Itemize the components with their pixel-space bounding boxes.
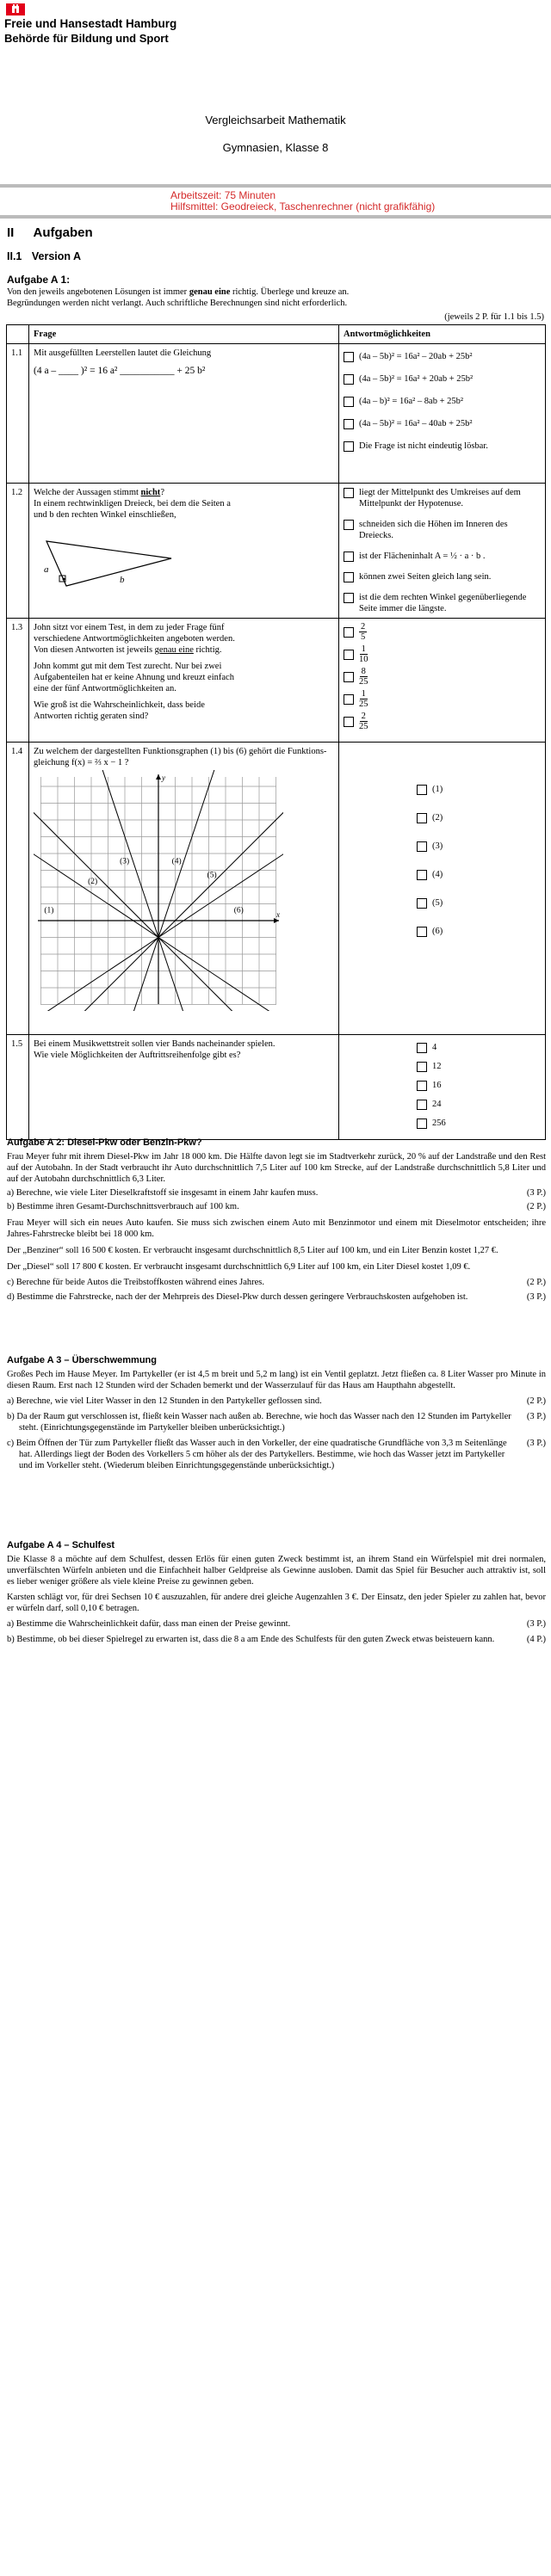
checkbox[interactable] [344,419,354,429]
option-1-2-c[interactable] [344,551,541,562]
checkbox[interactable] [417,813,427,823]
checkbox[interactable] [417,785,427,795]
q11-formula: (4 a – ____ )² = 16 a² ___________ + 25 b² [34,366,206,376]
a3-title: Aufgabe A 3 – Überschwemmung [7,1355,157,1365]
graph-label: (3) [120,857,130,866]
a4-subtask-b: b) Bestimme, ob bei dieser Spielregel zu erwarten ist, dass die 8 a am Ende des Schulfests für den guten Zweck etwas beisteuern kann. (4 P.) [7,1635,546,1644]
a2-intro: Frau Meyer fuhr mit ihrem Diesel-Pkw im Jahr 18 000 km. Die Hälfte davon legt sie im Stadtverkehr zurück, 20 % auf der Landstraße und den Rest auf der Autobahn. In der Stadt verbraucht ihr Auto durchschnittlich 7,5 Liter auf 100 km Strecke, auf der Landstraße durchschnittlich 5,8 Liter und auf der Autobahn durchschnittlich 6,3 Liter. [7,1152,546,1184]
option-1-4-5[interactable] [417,897,541,909]
y-axis-arrow [156,774,161,780]
option-1-5-e[interactable] [417,1118,541,1129]
option-label: Die Frage ist nicht eindeutig lösbar. [359,441,488,451]
q11-text: Mit ausgefüllten Leerstellen lautet die Gleichung [34,348,212,358]
checkbox[interactable] [344,627,354,638]
a1-title: Aufgabe A 1: [7,274,71,286]
graph-label: (5) [207,871,217,880]
a4-subtask-a: a) Bestimme die Wahrscheinlichkeit dafür, dass man einen der Preise gewinnt. (3 P.) [7,1619,546,1629]
a4-intro: Die Klasse 8 a möchte auf dem Schulfest, dessen Erlös für einen guten Zweck bestimmt ist, an ihrem Stand ein Würfelspiel mit drei normalen, unverfälschten Würfeln anbieten und die Einfachheit halber Geldpreise als Gewinne ausloben. Damit das Spiel für Besucher auch attraktiv ist, soll es lieber weniger größere als viele kleine Preise zu gewinnen geben. [7,1555,546,1587]
function-graph [34,770,283,1011]
a1-points: (jeweils 2 P. für 1.1 bis 1.5) [444,312,544,322]
subsection-heading [7,250,81,262]
question-text [29,484,339,619]
question-row-1-2 [7,484,546,619]
option-1-5-b[interactable] [417,1061,541,1072]
checkbox[interactable] [417,1062,427,1072]
question-text [29,1035,339,1140]
a2-title: Aufgabe A 2: Diesel-Pkw oder Benzin-Pkw? [7,1137,202,1148]
checkbox[interactable] [344,488,354,498]
a2-text4: Der „Diesel“ soll 17 800 € kosten. Er verbraucht insgesamt durchschnittlich 6,9 Liter auf 100 km, ein Liter Diesel kostet 1,09 €. [7,1262,471,1272]
section-heading [7,225,93,240]
question-number: 1.2 [7,484,29,619]
option-label: (4a – 5b)² = 16a² – 40ab + 25b² [359,419,473,428]
exam-subtitle: Gymnasien, Klasse 8 [222,141,329,154]
table-header-answers: Antwortmöglichkeiten [339,325,546,344]
question-row-1-5 [7,1035,546,1140]
option-1-4-6[interactable] [417,926,541,937]
task-a3 [7,1355,546,1471]
option-1-5-c[interactable] [417,1080,541,1091]
checkbox[interactable] [417,1119,427,1129]
option-1-4-1[interactable] [417,784,541,795]
option-1-3-e[interactable] [344,712,541,731]
label-b: b [120,575,125,585]
option-label: 24 [432,1100,442,1109]
option-label: (4a – 5b)² = 16a² + 20ab + 25b² [359,374,474,384]
option-label: 256 [432,1119,446,1128]
a1-intro-text1: Von den jeweils angebotenen Lösungen ist immer [7,287,189,297]
question-number: 1.5 [7,1035,29,1140]
q13-text3: John kommt gut mit dem Test zurecht. Nur bei zwei Aufgabenteilen hat er keine Ahnung und kreuzt einfach eine der fünf Antwortmöglichkeiten an. [34,662,234,693]
option-label: (4a – b)² = 16a² – 8ab + 25b² [359,397,464,406]
question-text [29,619,339,743]
checkbox[interactable] [344,694,354,705]
graph-label: (4) [171,857,182,866]
option-label: ist der Flächeninhalt A = ½ · a · b . [359,552,486,561]
question-number: 1.3 [7,619,29,743]
option-1-2-a[interactable] [344,487,541,509]
time-info: Arbeitszeit: 75 Minuten [170,189,276,201]
answer-options [339,344,546,484]
checkbox[interactable] [344,593,354,603]
a2-subtask-c: c) Berechne für beide Autos die Treibstoffkosten während eines Jahres. (2 P.) [7,1278,546,1287]
a3-subtask-a: a) Berechne, wie viel Liter Wasser in den 12 Stunden in den Partykeller geflossen sind. (2 P.) [7,1396,546,1406]
option-label: (5) [432,898,443,908]
option-label: können zwei Seiten gleich lang sein. [359,572,492,582]
checkbox[interactable] [344,672,354,682]
a2-subtask-b: b) Bestimme ihren Gesamt-Durchschnittsverbrauch auf 100 km. (2 P.) [7,1202,546,1211]
q15-question: Wie viele Möglichkeiten der Auftrittsreihenfolge gibt es? [34,1051,241,1060]
divider-bottom [0,215,551,219]
a2-subtask-d: d) Bestimme die Fahrstrecke, nach der der Mehrpreis des Diesel-Pkw durch dessen geringere Verbrauchskosten aufgehoben ist. (3 P.) [7,1292,546,1302]
q13-underline: genau eine [154,645,194,655]
section-number: II [7,225,15,240]
task-a4 [7,1540,546,1645]
option-label: 12 [432,1062,442,1071]
question-table [6,324,546,1140]
checkbox[interactable] [344,552,354,562]
exam-title: Vergleichsarbeit Mathematik [205,114,346,126]
table-header-empty [7,325,29,344]
q15-text: Bei einem Musikwettstreit sollen vier Bands nacheinander spielen. [34,1039,276,1049]
graph-label: (1) [44,906,54,915]
option-1-1-b[interactable] [344,373,541,385]
option-1-5-d[interactable] [417,1099,541,1110]
a2-text2: Frau Meyer will sich ein neues Auto kaufen. Sie muss sich zwischen einem Auto mit Benzinmotor und einem mit Dieselmotor entscheiden; ihre Jahres-Fahrstrecke bleibt bei 18 000 km. [7,1218,546,1239]
question-row-1-1 [7,344,546,484]
option-1-2-e[interactable] [344,592,541,614]
answer-options [339,1035,546,1140]
checkbox[interactable] [417,1100,427,1110]
checkbox[interactable] [417,927,427,937]
option-label: ist die dem rechten Winkel gegenüberliegende Seite immer die längste. [359,593,527,613]
a1-intro-bold: genau eine [189,287,231,297]
option-1-3-d[interactable] [344,689,541,709]
checkbox[interactable] [344,520,354,530]
option-1-4-3[interactable] [417,841,541,852]
option-1-1-d[interactable] [344,418,541,429]
checkbox[interactable] [417,1081,427,1091]
option-label: (2) [432,813,443,823]
authority-title: Freie und Hansestadt Hamburg [4,17,177,30]
aids-info: Hilfsmittel: Geodreieck, Taschenrechner (nicht grafikfähig) [170,200,436,213]
checkbox[interactable] [417,841,427,852]
x-axis-label: x [276,910,280,919]
option-label: (4) [432,870,443,879]
checkbox[interactable] [344,441,354,452]
fraction: $\frac{1}{10}$ [359,644,368,664]
question-row-1-3 [7,619,546,743]
section-title: Aufgaben [33,225,93,240]
checkbox[interactable] [344,650,354,660]
q12-text3: In einem rechtwinkligen Dreieck, bei dem die Seiten a und b den rechten Winkel einschließen, [34,499,231,520]
table-header-question: Frage [29,325,339,344]
option-label: (1) [432,785,443,794]
fraction: $\frac{2}{25}$ [359,712,368,731]
question-text [29,344,339,484]
option-label: schneiden sich die Höhen im Inneren des Dreiecks. [359,520,508,540]
option-1-4-4[interactable] [417,869,541,880]
a1-intro-text3: Begründungen werden nicht verlangt. Auch schriftliche Berechnungen sind nicht erforderlich. [7,299,348,308]
option-label: 16 [432,1081,442,1090]
a1-intro-text2: richtig. Überlege und kreuze an. [230,287,350,297]
checkbox[interactable] [344,717,354,727]
fraction: $\frac{1}{25}$ [359,689,368,709]
option-1-3-b[interactable] [344,644,541,664]
option-1-1-e[interactable] [344,441,541,452]
a1-intro [7,287,546,309]
answer-options [339,484,546,619]
graph-label: (2) [88,878,98,887]
option-label: liegt der Mittelpunkt des Umkreises auf dem Mittelpunkt der Hypotenuse. [359,488,521,508]
q14-equation: gleichung f(x) = ⅔ x − 1 ? [34,758,129,767]
option-1-4-2[interactable] [417,812,541,823]
question-text [29,743,339,1035]
checkbox[interactable] [344,397,354,407]
y-axis-label: y [162,773,165,782]
option-1-1-a[interactable] [344,351,541,362]
checkbox[interactable] [417,1043,427,1053]
task-a2 [7,1137,546,1303]
answer-options [339,619,546,743]
q13-text2: richtig. [193,645,222,655]
divider-top [0,184,551,188]
question-number: 1.4 [7,743,29,1035]
a2-subtask-a: a) Berechne, wie viele Liter Dieselkraftstoff sie insgesamt in einem Jahr kaufen muss. (3 P.) [7,1188,546,1198]
option-1-3-a[interactable] [344,622,541,642]
option-label: (3) [432,841,443,851]
a4-text2: Karsten schlägt vor, für drei Sechsen 10 € auszuzahlen, für andere drei gleiche Augenzahlen 3 €. Der Einsatz, den jeder Spieler zu zahlen hat, bevor er würfeln darf, soll 0,10 € betragen. [7,1593,546,1613]
q13-question: Wie groß ist die Wahrscheinlichkeit, dass beide Antworten richtig geraten sind? [34,700,205,721]
option-label: (4a – 5b)² = 16a² – 20ab + 25b² [359,352,473,361]
checkbox[interactable] [344,572,354,582]
option-1-2-b[interactable] [344,519,541,541]
question-number: 1.1 [7,344,29,484]
option-label: 4 [432,1043,437,1052]
hamburg-flag-logo [6,3,25,15]
option-1-2-d[interactable] [344,571,541,582]
answer-options [339,743,546,1035]
option-label: (6) [432,927,443,936]
authority-subtitle: Behörde für Bildung und Sport [4,32,169,45]
checkbox[interactable] [344,352,354,362]
subsection-title: Version A [31,250,82,262]
a3-subtask-c: c) Beim Öffnen der Tür zum Partykeller fließt das Wasser auch in den Vorkeller, der eine quadratische Grundfläche von 3,3 m Seitenlänge hat. Allerdings liegt der Boden des Vorkellers 5 cm höher als der des Partykellers. Bestimme, wie hoch das Wasser jetzt im Partykeller und im Vorkeller steht. (Wiederum bleiben Einrichtungsgegenstände unberücksichtigt.) (3 P.) [7,1439,546,1470]
option-1-5-a[interactable] [417,1042,541,1053]
a3-intro: Großes Pech im Hause Meyer. Im Partykeller (er ist 4,5 m breit und 5,2 m lang) ist ein Ventil geplatzt. Jetzt fließen ca. 8 Liter Wasser pro Minute in diesen Raum. Erst nach 12 Stunden wird der Schaden bemerkt und der Wasserzulauf für das Haus am Haupthahn abgestellt. [7,1370,546,1390]
question-row-1-4 [7,743,546,1035]
q12-text1: Welche der Aussagen stimmt [34,488,141,497]
a3-subtask-b: b) Da der Raum gut verschlossen ist, fließt kein Wasser nach außen ab. Berechne, wie hoch das Wasser nach den 12 Stunden im Partykeller steht. (Einrichtungsgegenstände im Partykeller bleiben unberücksichtigt.) (3 P.) [7,1412,546,1433]
checkbox[interactable] [417,898,427,909]
q14-text: Zu welchem der dargestellten Funktionsgraphen (1) bis (6) gehört die Funktions- [34,747,327,756]
q12-text2: ? [160,488,164,497]
q13-text1: John sitzt vor einem Test, in dem zu jeder Frage fünf verschiedene Antwortmöglichkeiten angeboten werden. Von diesen Antworten ist jeweils [34,623,235,655]
option-1-1-c[interactable] [344,396,541,407]
checkbox[interactable] [344,374,354,385]
label-a: a [44,564,49,575]
fraction: $\frac{8}{25}$ [359,667,368,687]
subsection-number: II.1 [7,250,22,262]
option-1-3-c[interactable] [344,667,541,687]
graph-label: (6) [233,906,244,915]
checkbox[interactable] [417,870,427,880]
a2-text3: Der „Benziner“ soll 16 500 € kosten. Er verbraucht insgesamt durchschnittlich 8,5 Liter auf 100 km, und ein Liter Benzin kostet 1,27 €. [7,1246,498,1255]
a4-title: Aufgabe A 4 – Schulfest [7,1540,115,1550]
right-triangle-figure [34,522,189,591]
q12-text-bold: nicht [140,488,161,497]
fraction: $\frac{2}{5}$ [361,622,366,642]
